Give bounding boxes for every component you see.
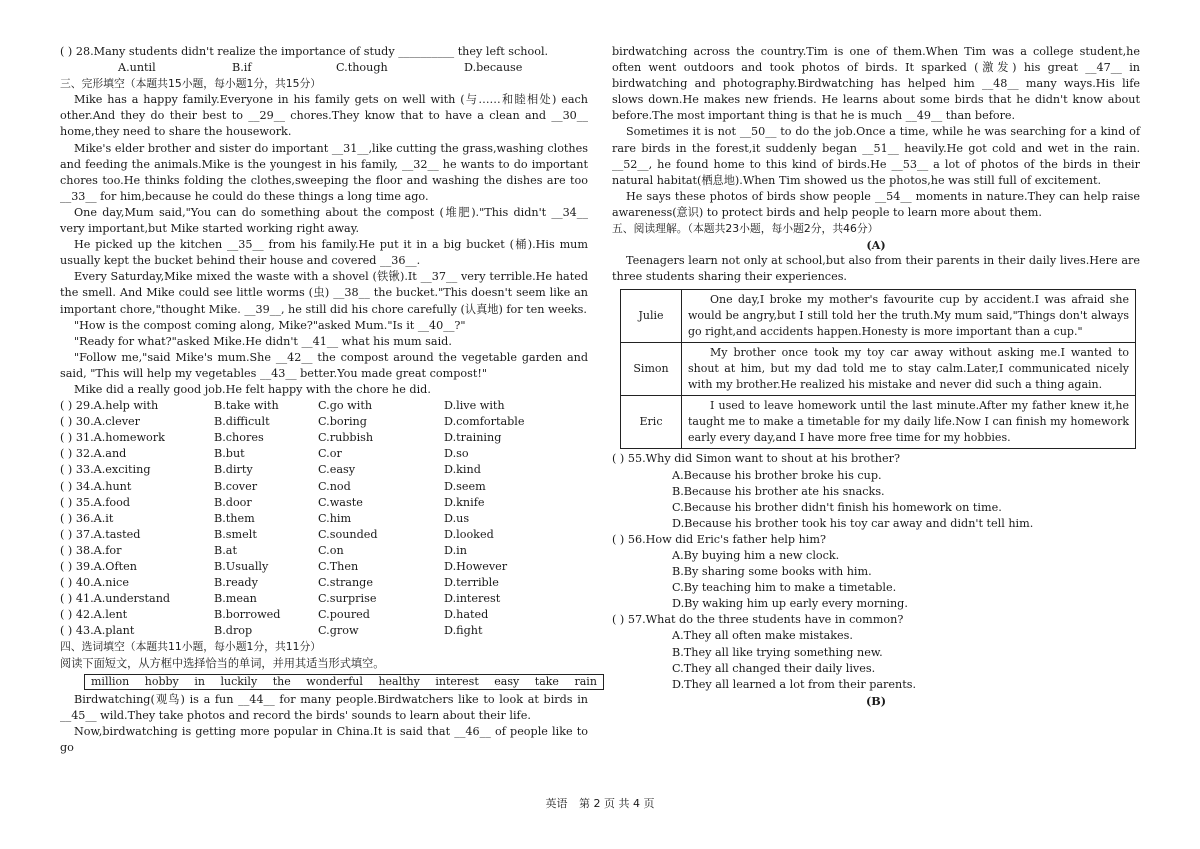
option-a: ( ) 40.A.nice [60,576,129,590]
option-d: D.fight [444,624,483,638]
option-d: D.training [444,431,502,445]
cloze-option-row [60,430,588,446]
cloze-paragraph: Mike did a really good job.He felt happy with the chore he did. [74,382,431,396]
option-d: D.live with [444,399,505,413]
fill-paragraph: Now,birdwatching is getting more popular in China.It is said that __46__ of people like to go [60,724,588,754]
question-option: C.By teaching him to make a timetable. [672,581,897,595]
fill-paragraph: birdwatching across the country.Tim is one of them.When Tim was a college student,he often went outdoors and took photos of birds. It sparked (激发) his great __47__ in birdwatching and photography.Birdwatching has helped him __48__ many ways.His life slows down.He makes new friends. He learns about some birds that he didn't know about before.The most important thing is that he is much __49__ than before. [612,45,1140,123]
cloze-option-row [60,543,588,559]
q28-option-c: C.though [336,61,388,75]
option-c: C.strange [318,576,373,590]
option-c: C.grow [318,624,359,638]
option-a: ( ) 43.A.plant [60,624,135,638]
section-4-title: 四、选词填空（本题共11小题，每小题1分，共11分） [60,640,322,654]
option-c: C.waste [318,495,363,509]
fill-paragraph: Birdwatching(观鸟) is a fun __44__ for many people.Birdwatchers like to look at birds in __45__ wild.They take photos and record the birds' sounds to learn about their life. [60,692,588,722]
cloze-option-row [60,462,588,478]
cloze-paragraph: "Follow me,"said Mike's mum.She __42__ the compost around the vegetable garden and said, "This will help my vegetables __43__ better.You made great compost!" [60,350,588,380]
question-56 [612,532,1140,612]
q28-option-d: D.because [464,61,523,75]
option-a: ( ) 38.A.for [60,543,122,557]
option-d: D.terrible [444,576,499,590]
students-table [620,289,1136,449]
option-b: B.drop [214,624,253,638]
student-name: Eric [621,396,682,449]
question-option: C.Because his brother didn't finish his homework on time. [672,500,1002,514]
student-text: One day,I broke my mother's favourite cup by accident.I was afraid she would be angry,but I still told her the truth.My mum said,"Things don't always go right,and accidents happen.Honesty is more important than a cup." [682,290,1136,343]
option-b: B.them [214,511,255,525]
option-c: C.nod [318,479,351,493]
cloze-option-row [60,623,588,639]
question-28-options [118,60,588,76]
option-a: ( ) 36.A.it [60,511,114,525]
passage-a-label: (A) [866,238,886,253]
passage-a-intro: Teenagers learn not only at school,but also from their parents in their daily lives.Here are three students sharing their experiences. [612,254,1140,284]
cloze-option-row [60,591,588,607]
fill-paragraph: He says these photos of birds show people __54__ moments in nature.They can help raise awareness(意识) to protect birds and help people to learn more about them. [612,189,1140,219]
question-stem: ( ) 57.What do the three students have in common? [612,613,904,627]
option-a: ( ) 31.A.homework [60,431,165,445]
cloze-paragraph: Mike's elder brother and sister do important __31__,like cutting the grass,washing clothes and feeding the animals.Mike is the youngest in his family, __32__ he wants to do important chores too.He thinks folding the clothes,sweeping the floor and washing the dishes are too __33__ for him,because he could do these things a long time ago. [60,141,588,203]
word-box [84,674,604,690]
question-option: A.Because his brother broke his cup. [672,468,882,482]
option-c: C.go with [318,399,373,413]
option-c: C.on [318,543,344,557]
question-option: B.Because his brother ate his snacks. [672,484,885,498]
option-d: D.us [444,511,470,525]
cloze-option-row [60,414,588,430]
section-4-instruction: 阅读下面短文，从方框中选择恰当的单词，并用其适当形式填空。 [60,656,385,670]
option-b: B.Usually [214,560,269,573]
option-d: D.so [444,447,469,461]
option-d: D.looked [444,527,494,541]
option-a: ( ) 29.A.help with [60,399,159,413]
question-option: B.By sharing some books with him. [672,565,872,579]
word-box-item: hobby [144,674,179,688]
question-option: B.They all like trying something new. [672,645,883,659]
table-row [621,396,1136,449]
option-b: B.smelt [214,527,257,541]
table-row [621,290,1136,343]
word-box-item: in [194,674,205,688]
q28-option-a: A.until [118,61,156,75]
cloze-paragraph: One day,Mum said,"You can do something about the compost (堆肥)."This didn't __34__ very important,but Mike started working right away. [60,205,588,236]
word-box-item: the [272,674,291,688]
cloze-paragraph: "Ready for what?"asked Mike.He didn't __41__ what his mum said. [74,334,452,348]
cloze-options [60,398,588,639]
option-d: D.comfortable [444,415,525,429]
cloze-passage [60,92,588,398]
option-b: B.mean [214,592,257,606]
option-b: B.but [214,447,245,461]
page-footer [0,795,1200,811]
word-box-item: take [534,674,559,688]
question-option: D.By waking him up early every morning. [672,597,908,611]
option-a: ( ) 34.A.hunt [60,479,132,493]
option-c: C.him [318,511,352,525]
cloze-paragraph: "How is the compost coming along, Mike?"asked Mum."Is it __40__?" [74,318,466,332]
section-3-title: 三、完形填空（本题共15小题，每小题1分，共15分） [60,77,322,91]
left-column [60,44,597,756]
cloze-option-row [60,607,588,623]
question-option: D.They all learned a lot from their parents. [672,677,917,691]
option-b: B.dirty [214,463,253,477]
option-a: ( ) 33.A.exciting [60,463,151,477]
question-stem: ( ) 56.How did Eric's father help him? [612,532,826,546]
question-option: C.They all changed their daily lives. [672,661,876,675]
option-c: C.boring [318,415,367,429]
option-a: ( ) 39.A.Often [60,560,137,573]
option-d: D.seem [444,479,486,493]
option-a: ( ) 42.A.lent [60,608,128,622]
cloze-paragraph: He picked up the kitchen __35__ from his family.He put it in a big bucket (桶).His mum usually kept the bucket behind their house and covered __36__. [60,238,588,268]
option-b: B.cover [214,479,258,493]
word-box-item: healthy [378,674,420,688]
word-box-item: million [91,674,130,688]
option-b: B.at [214,543,237,557]
cloze-paragraph: Mike has a happy family.Everyone in his family gets on well with (与……和睦相处) each other.And they do their best to __29__ chores.They know that to have a clean and __30__ home,they need to share the housework. [60,93,588,139]
student-text: My brother once took my toy car away without asking me.I wanted to shout at him, but my dad told me to stay calm.Later,I communicated nicely with my brother.He realized his mistake and never did such a thing again. [682,343,1136,396]
question-option: D.Because his brother took his toy car away and didn't tell him. [672,516,1034,530]
cloze-option-row [60,511,588,527]
table-row [621,343,1136,396]
student-name: Simon [621,343,682,396]
option-d: D.interest [444,592,501,606]
question-28-stem: ( ) 28.Many students didn't realize the importance of study __________ they left school. [60,45,549,58]
option-c: C.or [318,447,342,461]
option-c: C.surprise [318,592,377,606]
cloze-option-row [60,527,588,543]
q28-option-b: B.if [232,61,252,75]
option-b: B.ready [214,576,258,590]
cloze-option-row [60,559,588,575]
option-d: D.kind [444,463,481,477]
word-box-item: luckily [220,674,258,688]
question-option: A.By buying him a new clock. [672,548,840,562]
option-a: ( ) 30.A.clever [60,415,141,429]
student-name: Julie [621,290,682,343]
option-a: ( ) 32.A.and [60,447,127,461]
cloze-option-row [60,398,588,414]
cloze-option-row [60,446,588,462]
option-c: C.Then [318,560,359,573]
option-a: ( ) 37.A.tasted [60,527,141,541]
fill-paragraph: Sometimes it is not __50__ to do the job.Once a time, while he was searching for a kind of rare birds in the forest,it suddenly began __51__ heavily.He got cold and wet in the rain. __52__, he found home to this kind of birds.He __53__ a lot of photos of the birds in their natural habitat(栖息地).When Tim showed us the photos,he was still full of excitement. [612,125,1140,187]
option-d: D.knife [444,495,485,509]
question-57 [612,612,1140,692]
cloze-option-row [60,479,588,495]
option-d: D.in [444,543,467,557]
word-box-item: wonderful [306,674,363,688]
option-c: C.rubbish [318,431,374,445]
word-box-item: interest [435,674,479,688]
option-c: C.easy [318,463,356,477]
option-c: C.sounded [318,527,378,541]
right-column [612,44,1140,709]
word-box-item: easy [494,674,520,688]
footer-subject: 英语 [545,797,568,810]
section-5-title: 五、阅读理解。（本题共23小题，每小题2分，共46分） [612,222,879,236]
student-text: I used to leave homework until the last minute.After my father knew it,he taught me to make a timetable for my daily life.Now I can finish my homework early every day,and I have more free time for my hobbies. [682,396,1136,449]
option-a: ( ) 41.A.understand [60,592,171,606]
option-b: B.difficult [214,415,270,429]
option-b: B.take with [214,399,279,413]
question-55 [612,451,1140,531]
option-d: D.However [444,560,508,573]
option-d: D.hated [444,608,489,622]
cloze-option-row [60,495,588,511]
option-b: B.chores [214,431,264,445]
cloze-paragraph: Every Saturday,Mike mixed the waste with a shovel (铁锹).It __37__ very terrible.He hated the smell. And Mike could see little worms (虫) __38__ the bucket."This doesn't seem like an important chore,"thought Mike. __39__, he still did his chore carefully (认真地) for ten weeks. [60,270,588,316]
question-stem: ( ) 55.Why did Simon want to shout at his brother? [612,452,900,466]
option-b: B.door [214,495,252,509]
option-b: B.borrowed [214,608,281,622]
option-c: C.poured [318,608,370,622]
passage-b-label: (B) [865,693,887,708]
question-option: A.They all often make mistakes. [672,629,853,643]
option-a: ( ) 35.A.food [60,495,131,509]
cloze-option-row [60,575,588,591]
word-box-item: rain [574,674,597,688]
footer-page-number: 第 2 页 共 4 页 [579,797,655,810]
